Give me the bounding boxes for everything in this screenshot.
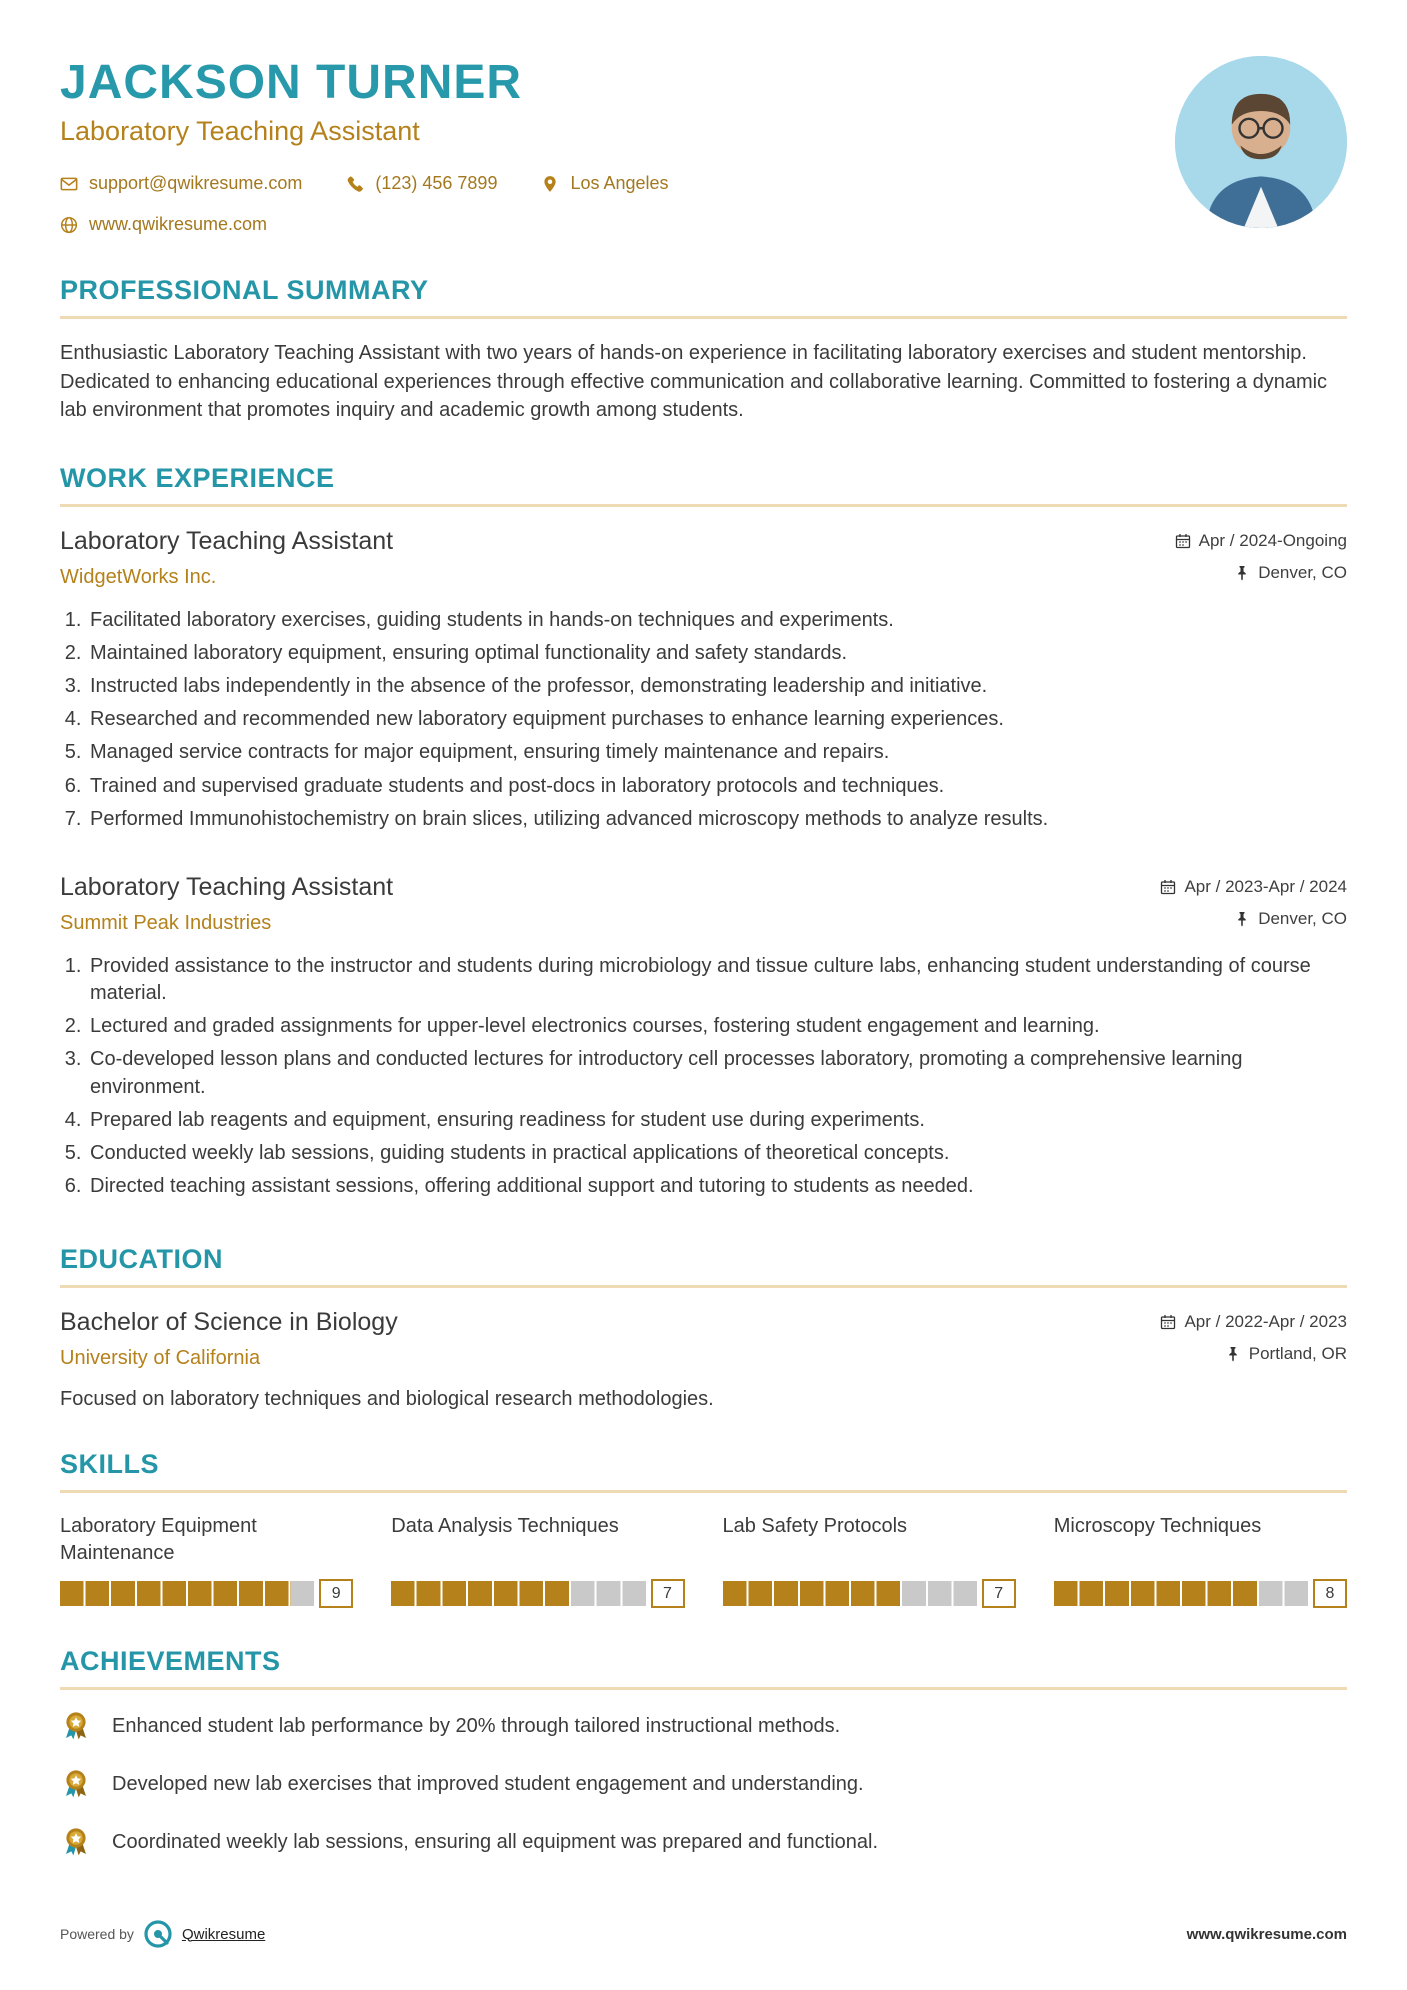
- job-bullets: [87, 607, 1347, 833]
- education-description: Focused on laboratory techniques and biological research methodologies.: [60, 1388, 714, 1411]
- school-name: University of California: [60, 1347, 261, 1370]
- skill-name: Lab Safety Protocols: [722, 1515, 908, 1538]
- map-pin-icon: [541, 175, 559, 193]
- footer-branding: [60, 1920, 265, 1948]
- job-title: Laboratory Teaching Assistant: [60, 872, 394, 901]
- qwikresume-logo-icon: [144, 1920, 172, 1948]
- experience-bullet: 3. Instructed labs independently in the absence of the professor, demonstrating leadership and initiative.: [87, 673, 1347, 700]
- job-entry: [60, 527, 1347, 833]
- section-experience: [60, 463, 1347, 1207]
- skill-name: Microscopy Techniques: [1053, 1515, 1262, 1538]
- footer: [60, 1870, 1347, 1948]
- skill-bar: [723, 1579, 1016, 1608]
- experience-bullet: 4. Prepared lab reagents and equipment, ensuring readiness for student use during experiments.: [87, 1107, 1347, 1134]
- calendar-icon: [1175, 533, 1191, 549]
- skill-bar-segments: [723, 1581, 979, 1606]
- skill-bar: [60, 1579, 353, 1608]
- education-header: [60, 1308, 1347, 1370]
- experience-bullet: 2. Maintained laboratory equipment, ensuring optimal functionality and safety standards.: [87, 640, 1347, 667]
- job-location: Denver, CO: [1258, 908, 1347, 928]
- pushpin-icon: [1225, 1346, 1241, 1362]
- skills-grid: [60, 1513, 1347, 1608]
- profile-photo-illustration: [1175, 56, 1347, 228]
- achievements-heading: ACHIEVEMENTS: [60, 1646, 1347, 1690]
- summary-text: Enthusiastic Laboratory Teaching Assistant with two years of hands-on experience in facilitating laboratory exercises and student mentorship. Dedicated to enhancing educational experiences through effective communication and collaborative learning. Committed to fostering a dynamic lab environment that promotes inquiry and academic growth among students.: [60, 342, 1328, 422]
- experience-bullet: 2. Lectured and graded assignments for upper-level electronics courses, fostering student engagement and learning.: [87, 1013, 1347, 1040]
- degree-title: Bachelor of Science in Biology: [60, 1308, 398, 1337]
- education-title-block: [60, 1308, 398, 1370]
- award-icon: [60, 1768, 92, 1800]
- skill-item: [391, 1513, 684, 1608]
- skill-bar-segments: [1054, 1581, 1310, 1606]
- job-entry: [60, 873, 1347, 1201]
- skill-level-badge: 9: [319, 1579, 353, 1608]
- experience-bullet: 1. Provided assistance to the instructor and students during microbiology and tissue culture labs, enhancing student understanding of course material.: [87, 953, 1347, 1007]
- education-meta: [1160, 1308, 1347, 1364]
- job-meta: [1160, 873, 1347, 929]
- contact-phone[interactable]: [346, 173, 497, 194]
- achievement-text: Enhanced student lab performance by 20% through tailored instructional methods.: [112, 1714, 841, 1737]
- contact-email-text: support@qwikresume.com: [89, 173, 303, 194]
- envelope-icon: [60, 175, 78, 193]
- job-location-line: [1175, 563, 1347, 583]
- contact-phone-text: (123) 456 7899: [375, 173, 498, 194]
- summary-heading: PROFESSIONAL SUMMARY: [60, 275, 1347, 319]
- contact-website-text: www.qwikresume.com: [89, 214, 268, 235]
- header-identity: [60, 52, 1175, 235]
- experience-bullet: 5. Managed service contracts for major equipment, ensuring timely maintenance and repairs.: [87, 739, 1347, 766]
- job-meta: [1175, 527, 1347, 583]
- achievement-text: Developed new lab exercises that improved student engagement and understanding.: [112, 1772, 864, 1795]
- education-dates-line: [1160, 1312, 1347, 1332]
- phone-icon: [346, 175, 364, 193]
- skill-item: [60, 1513, 353, 1608]
- skill-bar-track: [723, 1581, 979, 1606]
- pushpin-icon: [1234, 565, 1250, 581]
- achievement-item: [60, 1710, 1347, 1742]
- section-achievements: [60, 1646, 1347, 1858]
- contact-website[interactable]: [60, 214, 267, 235]
- job-location-line: [1160, 909, 1347, 929]
- skill-item: [1054, 1513, 1347, 1608]
- calendar-icon: [1160, 1314, 1176, 1330]
- header: [60, 52, 1347, 235]
- experience-bullet: 4. Researched and recommended new laboratory equipment purchases to enhance learning experiences.: [87, 706, 1347, 733]
- calendar-icon: [1160, 879, 1176, 895]
- achievement-item: [60, 1768, 1347, 1800]
- skill-level-badge: 7: [982, 1579, 1016, 1608]
- company-name: Summit Peak Industries: [60, 911, 272, 934]
- contact-row-1: [60, 173, 1175, 194]
- skill-bar-track: [60, 1581, 316, 1606]
- experience-bullet: 5. Conducted weekly lab sessions, guiding students in practical applications of theoretical concepts.: [87, 1140, 1347, 1167]
- section-education: [60, 1244, 1347, 1411]
- skill-item: [723, 1513, 1016, 1608]
- experience-bullet: 3. Co-developed lesson plans and conducted lectures for introductory cell processes laboratory, promoting a comprehensive learning environment.: [87, 1046, 1347, 1100]
- skill-level-badge: 7: [651, 1579, 685, 1608]
- contact-email[interactable]: [60, 173, 302, 194]
- skill-bar-track: [391, 1581, 647, 1606]
- skill-name: Laboratory Equipment Maintenance: [60, 1515, 257, 1565]
- job-title-block: [60, 527, 393, 589]
- job-header: [60, 873, 1347, 935]
- section-skills: [60, 1449, 1347, 1608]
- skill-bar-track: [1054, 1581, 1310, 1606]
- person-name: JACKSON TURNER: [60, 56, 523, 109]
- profile-photo: [1175, 56, 1347, 228]
- job-title: Laboratory Teaching Assistant: [60, 526, 394, 555]
- job-dates-line: [1175, 531, 1347, 551]
- education-location-line: [1160, 1344, 1347, 1364]
- skill-bar-segments: [391, 1581, 647, 1606]
- experience-bullet: 7. Performed Immunohistochemistry on brain slices, utilizing advanced microscopy methods to analyze results.: [87, 806, 1347, 833]
- skill-bar-segments: [60, 1581, 316, 1606]
- person-headline: Laboratory Teaching Assistant: [60, 116, 420, 147]
- skills-heading: SKILLS: [60, 1449, 1347, 1493]
- contact-location-text: Los Angeles: [570, 173, 669, 194]
- skill-level-badge: 8: [1313, 1579, 1347, 1608]
- qwikresume-link[interactable]: Qwikresume: [181, 1925, 266, 1943]
- education-heading: EDUCATION: [60, 1244, 1347, 1288]
- section-summary: [60, 275, 1347, 424]
- achievement-text: Coordinated weekly lab sessions, ensuring all equipment was prepared and functional.: [112, 1830, 879, 1853]
- education-dates: Apr / 2022-Apr / 2023: [1184, 1312, 1347, 1332]
- skill-name: Data Analysis Techniques: [391, 1515, 619, 1538]
- award-icon: [60, 1710, 92, 1742]
- job-title-block: [60, 873, 393, 935]
- job-bullets: [87, 953, 1347, 1201]
- job-dates-line: [1160, 877, 1347, 897]
- education-location: Portland, OR: [1248, 1344, 1347, 1364]
- job-dates: Apr / 2023-Apr / 2024: [1184, 876, 1347, 896]
- experience-bullet: 6. Trained and supervised graduate students and post-docs in laboratory protocols and techniques.: [87, 773, 1347, 800]
- skill-bar: [391, 1579, 684, 1608]
- skill-bar: [1054, 1579, 1347, 1608]
- contact-location: [541, 173, 668, 194]
- powered-by-label: Powered by: [60, 1926, 134, 1942]
- contact-row-2: [60, 214, 1175, 235]
- experience-bullet: 1. Facilitated laboratory exercises, guiding students in hands-on techniques and experiments.: [87, 607, 1347, 634]
- achievement-item: [60, 1826, 1347, 1858]
- job-dates: Apr / 2024-Ongoing: [1198, 530, 1347, 550]
- experience-heading: WORK EXPERIENCE: [60, 463, 1347, 507]
- company-name: WidgetWorks Inc.: [60, 565, 217, 588]
- award-icon: [60, 1826, 92, 1858]
- job-header: [60, 527, 1347, 589]
- pushpin-icon: [1234, 911, 1250, 927]
- footer-website-link[interactable]: www.qwikresume.com: [1186, 1925, 1347, 1943]
- globe-icon: [60, 216, 78, 234]
- experience-bullet: 6. Directed teaching assistant sessions, offering additional support and tutoring to students as needed.: [87, 1173, 1347, 1200]
- job-location: Denver, CO: [1258, 562, 1347, 582]
